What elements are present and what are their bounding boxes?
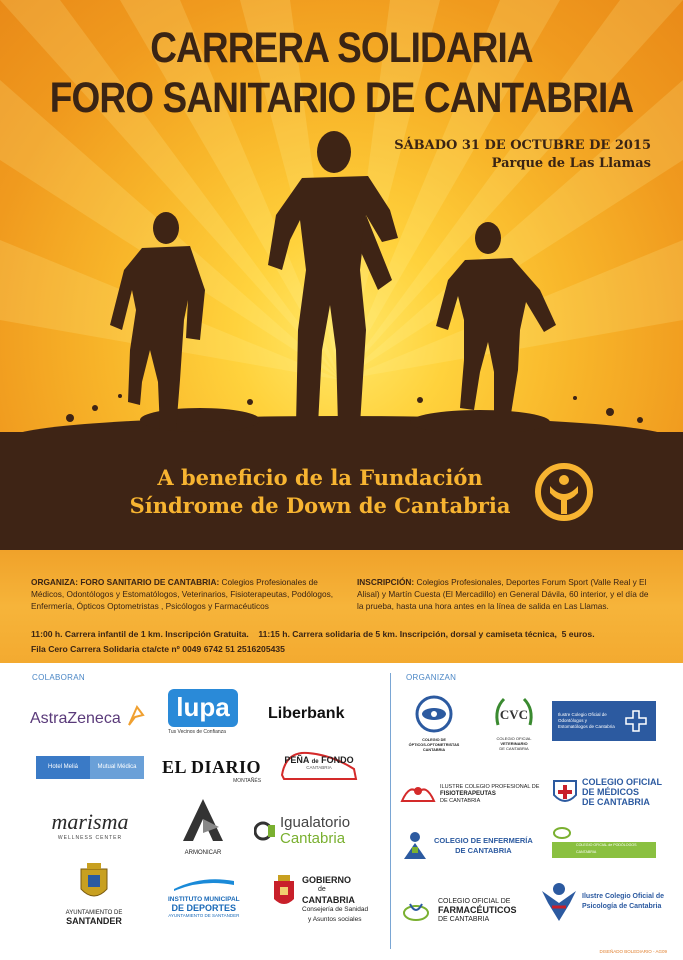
pena-de-fondo-logo [278,745,360,785]
podologos-line-1: COLEGIO OFICIAL de PODÓLOGOS [576,843,637,847]
sponsors-divider [390,673,391,949]
medicos-line-3: DE CANTABRIA [582,797,650,807]
melia-mutual-logo [36,756,144,779]
eldiario-subtext: MONTAÑÉS [233,778,262,784]
imd-line-1: INSTITUTO MUNICIPAL [168,896,240,903]
farma-line-2: FARMACÉUTICOS [438,905,517,915]
psico-line-2: Psicología de Cantabria [582,903,662,910]
colegio-podologos-logo [552,823,656,858]
mutual-medica-text: Mutual Médica [90,756,144,779]
psicologia-figure-icon [540,881,578,923]
igualatorio-text-2: Cantabria [280,830,346,847]
colegio-veterinario-logo [484,695,544,751]
gob-line-4: Consejería de Sanidad [302,906,369,913]
beneficiary-text [70,464,570,520]
event-title-line-1: CARRERA SOLIDARIA [150,24,533,72]
colaboran-label: COLABORAN [32,673,85,682]
marisma-logo [34,809,146,841]
fisio-line-1: ILUSTRE COLEGIO PROFESIONAL DE [440,783,540,790]
medicos-line-2: DE MÉDICOS [582,787,640,797]
beneficiary-line-1: A beneficio de la Fundación [157,465,483,490]
marisma-text: marisma [51,809,129,834]
colegio-enfermeria-logo [402,831,533,861]
gob-line-3: CANTABRIA [302,895,355,905]
odonto-line-3: Estomatólogos de Cantabria [558,724,615,729]
runners-silhouette-illustration [0,120,683,432]
inscripcion-paragraph [357,576,657,612]
colegio-odontologos-logo [552,701,656,741]
fisio-hands-icon [400,781,436,807]
medicos-shield-icon [552,777,578,807]
imd-line-2: DE DEPORTES [171,903,237,913]
pena-de-text: de [311,759,319,765]
santander-coat-of-arms-icon [78,861,110,905]
igualatorio-symbol-icon [254,819,276,843]
psico-line-1: Ilustre Colegio Oficial de [582,893,665,900]
farma-line-3: DE CANTABRIA [438,916,490,923]
organizan-label: ORGANIZAN [406,673,457,682]
fisio-line-3: DE CANTABRIA [440,797,481,804]
armonicar-symbol-icon [175,793,231,845]
event-info-section [0,550,683,663]
colegio-opticos-logo [404,695,464,753]
medicos-line-1: COLEGIO OFICIAL [582,777,662,787]
cantabria-coat-of-arms-icon [272,875,296,911]
odonto-cross-icon [624,709,648,733]
podologos-line-2: CANTABRIA [576,850,597,854]
imd-line-3: AYUNTAMIENTO DE SANTANDER [168,913,240,918]
bank-account: Fila Cero Carrera Solidaria cta/cte nº 0049 6742 51 2516205435 [31,644,285,654]
organiza-text: Colegios Profesionales de Médicos, Odontólogos y Estomatólogos, Veterinarios, Fisioterapeutas, Podólogos, Enfermería, Ópticos Optometristas , Psicólogos y Farmacéuticos [31,577,334,611]
liberbank-logo: Liberbank [268,705,345,722]
igualatorio-cantabria-logo [254,815,350,847]
farma-line-1: COLEGIO OFICIAL DE [438,898,511,905]
designer-credit: DISEÑADO BOLEDIARIO - AG09 [599,949,667,954]
opticos-line-1: COLEGIO DE [422,738,446,742]
organiza-paragraph [31,576,336,612]
vet-line-3: DE CANTABRIA [499,746,529,751]
lupa-text: lupa [168,689,238,727]
imd-wave-icon [172,875,236,891]
veterinario-laurel-icon [492,695,536,731]
sponsors-section [0,663,683,960]
fisio-line-2: FISIOTERAPEUTAS [440,790,496,797]
instituto-municipal-deportes-logo [168,875,240,918]
enfermeria-line-1: COLEGIO DE ENFERMERÍA [434,836,533,845]
ayto-line-1: AYUNTAMIENTO DE [65,910,123,916]
fondo-text: FONDO [321,755,354,765]
gob-line-5: y Asuntos sociales [308,916,362,923]
eldiario-text: EL DIARIO [162,757,262,777]
event-date: SÁBADO 31 DE OCTUBRE DE 2015 [394,138,651,153]
gob-line-2: de [318,886,326,893]
pena-sub-text: CANTABRIA [306,765,332,770]
eldiario-montanes-logo [162,757,261,784]
enfermeria-line-2: DE CANTABRIA [455,846,512,855]
enfermeria-figure-icon [402,831,428,861]
vet-line-1: COLEGIO OFICIAL [496,736,532,741]
astrazeneca-symbol-icon [125,705,145,727]
colegio-medicos-logo [552,777,662,807]
ayto-line-2: SANTANDER [66,916,122,926]
armonicar-text: ARMONICAR [184,850,222,856]
odonto-line-2: Odontólogos y [558,718,588,723]
gobierno-cantabria-logo [272,875,368,925]
igualatorio-text-1: Igualatorio [280,814,351,831]
inscripcion-label: INSCRIPCIÓN: [357,577,415,587]
ayuntamiento-santander-logo [54,861,134,926]
lupa-logo [168,689,238,735]
opticos-eye-icon [414,695,454,733]
event-title-line-2: FORO SANITARIO DE CANTABRIA [49,74,634,122]
odonto-line-1: Ilustre Colegio Oficial de [558,712,607,717]
lupa-tagline: Tus Vecinos de Confianza [168,729,226,735]
organiza-label: ORGANIZA: FORO SANITARIO DE CANTABRIA: [31,577,220,587]
poster-header [0,0,683,432]
fundacion-sindrome-down-logo [534,462,594,522]
pena-text: PEÑA [284,755,310,765]
vet-line-2: VETERINARIO [500,741,528,746]
astrazeneca-logo [30,705,145,728]
melia-text: Hotel Meliá [47,764,78,770]
event-place: Parque de Las Llamas [491,156,651,171]
astrazeneca-text: AstraZeneca [30,710,121,727]
colegio-fisioterapeutas-logo [400,781,539,807]
beneficiary-band [0,432,683,550]
farmaceuticos-symbol-icon [402,900,430,922]
marisma-subtext: WELLNESS CENTER [57,835,123,841]
race-schedule: 11:00 h. Carrera infantil de 1 km. Inscripción Gratuita. 11:15 h. Carrera solidaria de 5 km. Inscripción, dorsal y camiseta técnica, 5 euros. [31,629,595,639]
podologos-foot-icon [552,823,572,839]
opticos-line-2: ÓPTICOS-OPTOMETRISTAS [408,743,460,747]
inscripcion-text: Colegios Profesionales, Deportes Forum Sport (Valle Real y El Alisal) y Martín Cuesta (El Mercadillo) en General Dávila, 60 interior, y el día de la prueba, hasta una hora antes en la línea de salida en Las Llamas. [357,577,649,611]
cvc-mark: CVC [499,707,529,722]
beneficiary-line-2: Síndrome de Down de Cantabria [129,493,511,518]
colegio-psicologos-logo [540,881,664,923]
gob-line-1: GOBIERNO [302,875,352,885]
opticos-line-3: CANTABRIA [422,748,446,752]
armonicar-logo [175,793,231,856]
colegio-farmaceuticos-logo [402,897,517,924]
